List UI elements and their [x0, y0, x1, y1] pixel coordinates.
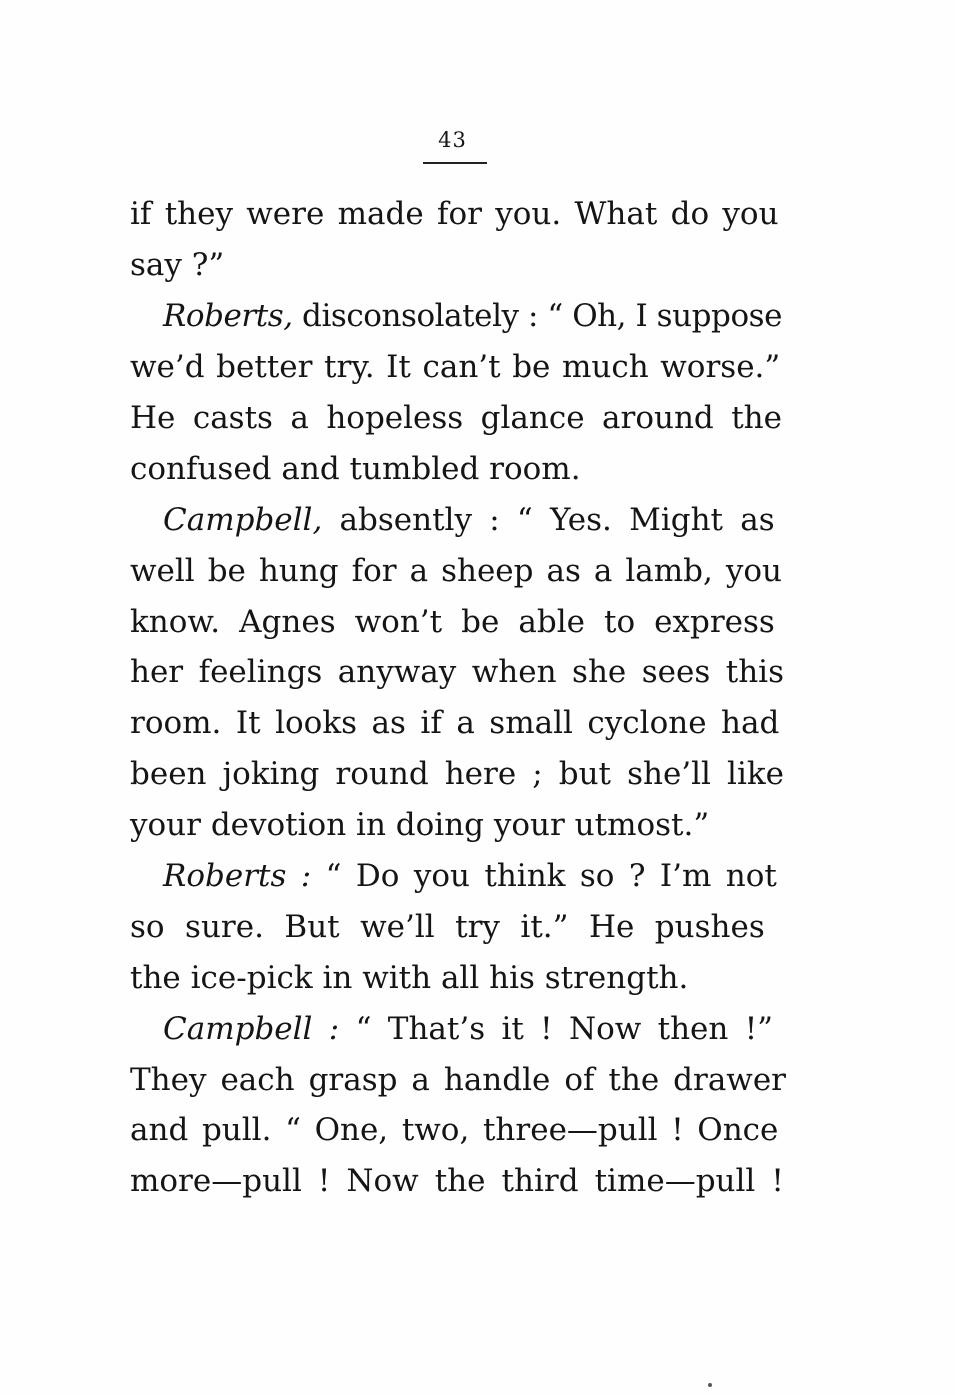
line-text: we’d better try. It can’t be much worse.” [130, 349, 781, 385]
speaker-name: Roberts, [163, 298, 293, 334]
text-line [163, 1011, 773, 1047]
text-line [130, 604, 775, 640]
line-text: “ Do you think so ? I’m not [311, 858, 777, 894]
text-line [163, 502, 775, 538]
text-line [130, 196, 779, 232]
line-text: room. It looks as if a small cyclone had [130, 705, 780, 741]
line-text: He casts a hopeless glance around the [130, 400, 782, 436]
line-text: disconsolately : “ Oh, I suppose [292, 298, 783, 334]
page-number-rule [423, 162, 487, 164]
line-text: They each grasp a handle of the drawer [130, 1062, 786, 1098]
speaker-name: Roberts : [163, 858, 312, 894]
text-line [130, 451, 581, 487]
text-line [163, 298, 782, 334]
line-text: more—pull ! Now the third time—pull ! [130, 1163, 784, 1199]
line-text: know. Agnes won’t be able to express [130, 604, 775, 640]
line-text: absently : “ Yes. Might as [322, 502, 775, 538]
line-text: the ice-pick in with all his strength. [130, 960, 689, 996]
text-line [130, 654, 784, 690]
text-line [163, 858, 777, 894]
text-line [130, 1112, 778, 1148]
line-text: and pull. “ One, two, three—pull ! Once [130, 1112, 779, 1148]
text-line [130, 807, 709, 843]
text-line [130, 247, 224, 283]
line-text: your devotion in doing your utmost.” [130, 807, 710, 843]
text-line [130, 400, 782, 436]
text-line [130, 553, 782, 589]
speaker-name: Campbell, [163, 502, 323, 538]
line-text: say ?” [130, 247, 225, 283]
text-line [130, 705, 779, 741]
line-text: if they were made for you. What do you [130, 196, 779, 232]
line-text: “ That’s it ! Now then !” [339, 1011, 774, 1047]
text-line [130, 960, 688, 996]
text-line [130, 1062, 786, 1098]
text-line [130, 909, 765, 945]
text-line [130, 756, 784, 792]
page-number: 43 [438, 128, 467, 152]
line-text: so sure. But we’ll try it.” He pushes [130, 909, 765, 945]
text-line [130, 1163, 784, 1199]
text-line [130, 349, 780, 385]
speaker-name: Campbell : [163, 1011, 340, 1047]
line-text: her feelings anyway when she sees this [130, 654, 784, 690]
print-speck [708, 1383, 712, 1387]
line-text: confused and tumbled room. [130, 451, 581, 487]
line-text: well be hung for a sheep as a lamb, you [130, 553, 782, 589]
line-text: been joking round here ; but she’ll like [130, 756, 784, 792]
